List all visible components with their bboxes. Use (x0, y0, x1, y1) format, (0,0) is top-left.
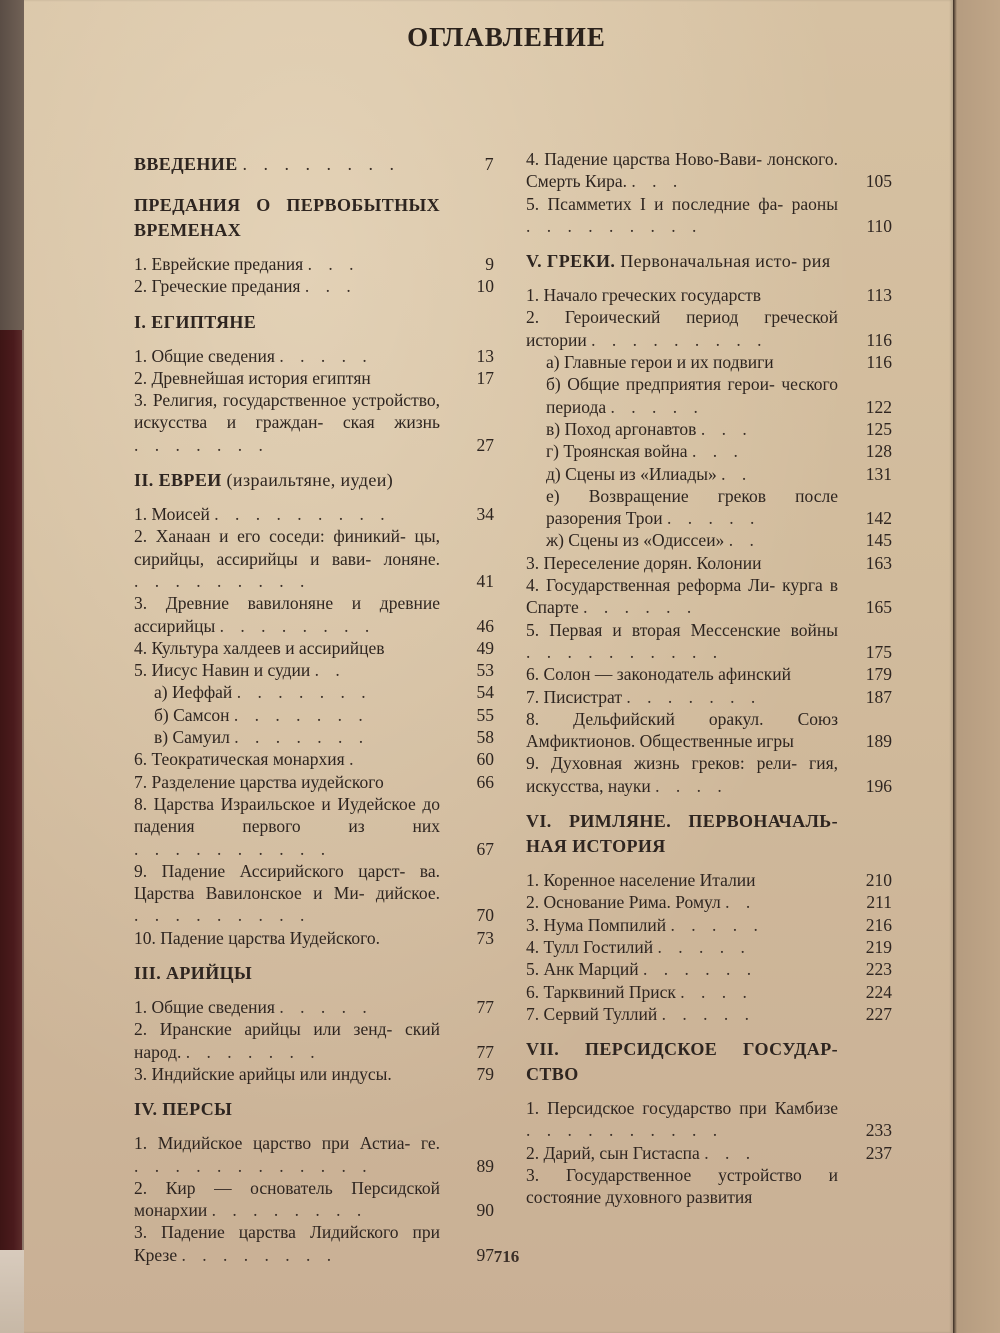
entry-title: б) Общие предприятия герои- ческого периода (546, 374, 838, 417)
toc-entry[interactable] (526, 306, 892, 351)
entry-text (134, 1132, 446, 1177)
heading-text (134, 310, 446, 335)
page-ref: 9 (485, 254, 494, 274)
entry-title: 1. Мидийское царство при Астиа- ге. (134, 1133, 440, 1154)
leader-dots: . . . . . . . . . . (134, 838, 332, 859)
toc-subentry[interactable] (526, 373, 892, 418)
page-ref: 196 (865, 775, 892, 796)
page-ref: 90 (476, 1200, 494, 1221)
leader-dots: . . . (691, 441, 744, 462)
entry-text (134, 253, 446, 275)
page-ref: 187 (865, 686, 892, 707)
leader-dots: . . . . . . . (234, 727, 370, 748)
toc-entry[interactable] (134, 592, 494, 637)
entry-text (134, 345, 446, 367)
heading-text (526, 809, 844, 859)
entry-title: 7. Сервий Туллий (526, 1003, 658, 1024)
entry-title: 1. Общие сведения (134, 997, 275, 1018)
leader-dots: . . (728, 530, 760, 551)
heading-text (134, 468, 446, 493)
toc-entry[interactable] (526, 1097, 892, 1142)
page-ref: 41 (476, 570, 494, 591)
page-ref: 131 (865, 463, 892, 484)
entry-title: 3. Религия, государственное устройство, искусства и граждан- ская жизнь (134, 390, 440, 433)
entry-text (134, 681, 446, 703)
page-ref: 116 (866, 329, 892, 350)
entry-title: 7. Писистрат (526, 686, 622, 707)
toc-entry[interactable] (526, 686, 892, 708)
toc-entry[interactable] (526, 1142, 892, 1164)
toc-entry[interactable] (526, 708, 892, 753)
page-ref: 237 (865, 1142, 892, 1163)
leader-dots: . . . (631, 171, 684, 192)
page-ref: 122 (865, 396, 892, 417)
heading-text (134, 1097, 446, 1122)
entry-title: 2. Греческие предания (134, 276, 301, 297)
entry-title: 4. Падение царства Ново-Вави- лонского. Смерть Кира. (526, 149, 838, 192)
page-ref: 216 (865, 914, 892, 935)
entry-title: а) Главные герои и их подвиги (546, 352, 774, 373)
toc-right-column (526, 148, 892, 1209)
entry-title: 1. Общие сведения (134, 345, 275, 366)
entry-text (134, 525, 446, 592)
toc-subentry[interactable] (134, 704, 494, 726)
leader-dots: . . . . . . (583, 597, 698, 618)
toc-entry[interactable] (134, 253, 494, 275)
leader-dots: . . . . . . . . (219, 615, 376, 636)
entry-text (526, 284, 844, 306)
leader-dots: . . (314, 660, 346, 681)
toc-subentry[interactable] (526, 440, 892, 462)
toc-subentry[interactable] (526, 351, 892, 373)
entry-text (526, 418, 844, 440)
toc-entry[interactable] (526, 914, 892, 936)
toc-entry[interactable] (134, 1063, 494, 1085)
page-ref: 128 (865, 441, 892, 462)
heading-title: ПРЕДАНИЯ О ПЕРВОБЫТНЫХ ВРЕМЕНАХ (134, 195, 440, 240)
page-ref: 53 (476, 660, 494, 681)
entry-text (526, 708, 844, 753)
toc-entry[interactable] (134, 275, 494, 297)
entry-title: 9. Падение Ассирийского царст- ва. Царства Вавилонское и Ми- дийское. (134, 860, 440, 904)
entry-title: 2. Иранские арийцы или зенд- ский народ. (134, 1019, 440, 1062)
entry-text (134, 927, 446, 949)
leader-dots: . . . . . . . . . (134, 905, 311, 926)
heading-subtitle: (израильтяне, иудеи) (221, 470, 394, 491)
entry-title: в) Самуил (154, 727, 230, 748)
entry-title: 2. Героический период греческой истории (526, 307, 838, 350)
entry-text (526, 1164, 844, 1209)
page-ref: 211 (866, 892, 892, 913)
entry-title: 3. Нума Помпилий (526, 914, 667, 935)
heading-text (526, 249, 844, 274)
toc-entry[interactable] (526, 891, 892, 913)
leader-dots: . . . . (655, 775, 728, 796)
heading-title: I. ЕГИПТЯНЕ (134, 311, 257, 332)
page-ref: 60 (476, 749, 494, 770)
toc-entry[interactable] (526, 1164, 892, 1209)
page-ref: 142 (865, 508, 892, 529)
leader-dots: . . . . . . . (233, 704, 369, 725)
toc-entry[interactable] (134, 1177, 494, 1222)
page-ref: 46 (476, 615, 494, 636)
page-ref: 179 (865, 664, 892, 685)
entry-title: 6. Теократическая монархия (134, 749, 345, 770)
entry-title: 2. Древнейшая история египтян (134, 367, 371, 388)
entry-text (134, 996, 446, 1018)
entry-title: ж) Сцены из «Одиссеи» (546, 530, 725, 551)
toc-entry[interactable] (526, 663, 892, 685)
leader-dots: . . (721, 463, 753, 484)
toc-entry[interactable] (134, 389, 494, 456)
page-ref: 219 (865, 936, 892, 957)
entry-text (526, 552, 844, 574)
entry-title: 2. Основание Рима. Ромул (526, 892, 721, 913)
heading-title: IV. ПЕРСЫ (134, 1099, 233, 1120)
entry-title: 4. Государственная реформа Ли- курга в Спарте (526, 575, 838, 618)
page-ref: 49 (476, 637, 494, 658)
entry-text (526, 373, 844, 418)
toc-entry[interactable] (134, 996, 494, 1018)
page-ref: 34 (476, 504, 494, 525)
entry-title: д) Сцены из «Илиады» (546, 463, 717, 484)
entry-text (526, 529, 844, 551)
entry-title: 1. Коренное население Италии (526, 870, 756, 891)
spacer (526, 797, 892, 803)
toc-entry[interactable] (134, 1018, 494, 1063)
page-ref: 145 (865, 530, 892, 551)
entry-text (134, 1018, 446, 1063)
entry-title: 5. Иисус Навин и судии (134, 660, 311, 681)
entry-title: 3. Падение царства Лидийского при Крезе (134, 1222, 440, 1265)
toc-entry[interactable] (526, 1003, 892, 1025)
page-ref: 175 (865, 641, 892, 662)
leader-dots: . . . (704, 1142, 757, 1163)
leader-dots: . . . . (680, 981, 753, 1002)
entry-title: 1. Моисей (134, 504, 210, 525)
page-ref: 70 (476, 905, 494, 926)
page-ref: 55 (476, 704, 494, 725)
toc-section-heading[interactable] (526, 249, 892, 274)
heading-title: II. ЕВРЕИ (134, 470, 222, 491)
spacer (134, 298, 494, 304)
page-ref: 7 (484, 154, 494, 174)
facing-page (953, 0, 1000, 1333)
entry-title: а) Иеффай (154, 682, 233, 703)
toc-entry[interactable] (526, 552, 892, 574)
entry-text (526, 193, 844, 238)
entry-text (526, 148, 844, 193)
heading-subtitle: Первоначальная исто- рия (615, 251, 831, 272)
entry-text (134, 1177, 446, 1222)
entry-title: 4. Тулл Гостилий (526, 936, 654, 957)
entry-text (134, 592, 446, 637)
toc-entry[interactable] (134, 1132, 494, 1177)
leader-dots: . . . . . . . . . . . . (134, 1155, 373, 1176)
toc-subentry[interactable] (526, 485, 892, 530)
entry-title: 5. Анк Марций (526, 959, 639, 980)
toc-entry[interactable] (526, 619, 892, 664)
toc-entry[interactable] (134, 860, 494, 927)
toc-entry[interactable] (134, 637, 494, 659)
heading-title: III. АРИЙЦЫ (134, 963, 253, 984)
toc-entry[interactable] (526, 752, 892, 797)
entry-text (134, 659, 446, 681)
page-ref: 233 (865, 1120, 892, 1141)
heading-title: VI. РИМЛЯНЕ. ПЕРВОНАЧАЛЬ- НАЯ ИСТОРИЯ (526, 811, 838, 857)
toc-section-heading[interactable] (134, 152, 494, 177)
entry-title: 3. Древние вавилоняне и древние ассирийцы (134, 593, 440, 636)
toc-section-heading[interactable] (526, 809, 892, 859)
page-ref: 113 (866, 285, 892, 306)
toc-entry[interactable] (134, 503, 494, 525)
toc-entry[interactable] (134, 927, 494, 949)
entry-text (134, 748, 446, 770)
toc-subentry[interactable] (526, 529, 892, 551)
entry-text (526, 485, 844, 530)
entry-title: 8. Дельфийский оракул. Союз Амфиктионов. Общественные игры (526, 708, 838, 752)
entry-title: 1. Еврейские предания (134, 254, 304, 274)
leader-dots: . . . . . . . (185, 1041, 321, 1062)
leader-dots: . . . . . (661, 1003, 756, 1024)
entry-text (526, 440, 844, 462)
entry-title: 2. Дарий, сын Гистаспа (526, 1142, 700, 1163)
leader-dots: . . . . . (610, 396, 704, 417)
leader-dots: . . . . . . . . . (134, 570, 311, 591)
toc-section-heading[interactable] (134, 468, 494, 493)
toc-section-heading[interactable] (526, 1037, 892, 1087)
page-ref: 116 (866, 352, 892, 373)
page-ref: 13 (476, 345, 494, 366)
page-ref: 97 (476, 1244, 494, 1265)
page-ref: 77 (476, 997, 494, 1018)
toc-left-column (134, 152, 494, 1266)
entry-title: 8. Царства Израильское и Иудейское до падения первого из них (134, 793, 440, 837)
toc-entry[interactable] (526, 936, 892, 958)
entry-title: 9. Духовная жизнь греков: рели- гия, искусства, науки (526, 753, 838, 796)
entry-text (526, 1003, 844, 1025)
toc-entry[interactable] (134, 345, 494, 367)
entry-text (526, 936, 844, 958)
toc-entry[interactable] (526, 981, 892, 1003)
entry-text (134, 860, 446, 927)
spacer (526, 237, 892, 243)
page-ref: 110 (866, 215, 892, 236)
entry-title: 2. Ханаан и его соседи: финикий- цы, сирийцы, ассирийцы и вави- лоняне. (134, 526, 440, 569)
toc-entry[interactable] (526, 958, 892, 980)
entry-title: 3. Государственное устройство и состояние духовного развития (526, 1164, 838, 1208)
spacer (134, 181, 494, 187)
entry-text (526, 752, 844, 797)
page-ref: 125 (865, 418, 892, 439)
entry-text (526, 619, 844, 664)
entry-title: 2. Кир — основатель Персидской монархии (134, 1177, 440, 1221)
leader-dots: . . . . . (670, 914, 764, 935)
toc-entry[interactable] (134, 659, 494, 681)
entry-text (526, 306, 844, 351)
page-title: ОГЛАВЛЕНИЕ (407, 22, 606, 52)
leader-dots: . . (725, 892, 757, 913)
page-ref: 54 (476, 682, 494, 703)
page-number: 716 (493, 1247, 520, 1266)
entry-title: г) Троянская война (546, 441, 688, 462)
entry-text (134, 637, 446, 659)
leader-dots: . . . . . (667, 508, 761, 529)
entry-title: 5. Первая и вторая Мессенские войны (526, 619, 838, 640)
toc-entry[interactable] (134, 793, 494, 860)
leader-dots: . . . . . . . . . (526, 215, 703, 236)
entry-title: 4. Культура халдеев и ассирийцев (134, 637, 385, 658)
leader-dots: . . . . . . . (626, 686, 762, 707)
book-spine (0, 330, 22, 1250)
page-ref: 10 (476, 276, 494, 297)
entry-text (526, 981, 844, 1003)
toc-section-heading[interactable] (134, 961, 494, 986)
page-ref: 165 (865, 597, 892, 618)
entry-title: 7. Разделение царства иудейского (134, 771, 384, 792)
entry-title: в) Поход аргонавтов (546, 418, 697, 439)
entry-text (526, 891, 844, 913)
entry-title: 1. Начало греческих государств (526, 285, 762, 306)
leader-dots: . . . . . . . . . . (526, 641, 724, 662)
entry-text (526, 663, 844, 685)
leader-dots: . . . . . . . . (181, 1244, 338, 1265)
toc-entry[interactable] (526, 869, 892, 891)
heading-title: ВВЕДЕНИЕ (134, 154, 238, 174)
entry-text (526, 958, 844, 980)
toc-subentry[interactable] (526, 418, 892, 440)
entry-title: 3. Индийские арийцы или индусы. (134, 1063, 392, 1084)
entry-title: 1. Персидское государство при Камбизе (526, 1098, 838, 1119)
leader-dots: . . . (700, 418, 753, 439)
entry-title: б) Самсон (154, 704, 230, 725)
toc-section-heading[interactable] (134, 193, 494, 243)
entry-text (134, 503, 446, 525)
page-ref: 67 (476, 838, 494, 859)
entry-text (134, 793, 446, 860)
heading-text (134, 961, 446, 986)
page-ref: 27 (476, 434, 494, 455)
toc-section-heading[interactable] (134, 1097, 494, 1122)
page-ref: 163 (865, 552, 892, 573)
entry-text (526, 869, 844, 891)
toc-subentry[interactable] (134, 726, 494, 748)
page-ref: 77 (476, 1041, 494, 1062)
page-ref: 224 (865, 981, 892, 1002)
heading-text (526, 1037, 844, 1087)
entry-title: 3. Переселение дорян. Колонии (526, 552, 762, 573)
heading-text (134, 193, 446, 243)
heading-text (134, 152, 446, 177)
entry-title: е) Возвращение греков после разорения Трои (546, 485, 838, 529)
heading-title: V. ГРЕКИ. (526, 251, 616, 272)
toc-entry[interactable] (526, 148, 892, 193)
spacer (134, 949, 494, 955)
leader-dots: . . . . . (279, 345, 373, 366)
leader-dots: . (349, 749, 360, 770)
toc-entry[interactable] (134, 771, 494, 793)
leader-dots: . . . (307, 254, 360, 274)
entry-text (526, 351, 844, 373)
entry-text (526, 1097, 844, 1142)
leader-dots: . . . . . . . . . (214, 504, 391, 525)
entry-text (134, 704, 446, 726)
toc-section-heading[interactable] (134, 310, 494, 335)
page-ref: 79 (476, 1063, 494, 1084)
entry-text (526, 914, 844, 936)
leader-dots: . . . (304, 276, 357, 297)
book-page (24, 0, 953, 1333)
entry-title: 10. Падение царства Иудейского. (134, 927, 380, 948)
spacer (134, 1085, 494, 1091)
entry-title: 6. Солон — законодатель афинский (526, 664, 792, 685)
page-ref: 189 (865, 731, 892, 752)
page-ref: 89 (476, 1155, 494, 1176)
leader-dots: . . . . . . . . . (591, 329, 768, 350)
page-ref: 105 (865, 171, 892, 192)
toc-entry[interactable] (526, 574, 892, 619)
leader-dots: . . . . . . . (134, 434, 269, 455)
entry-text (526, 574, 844, 619)
entry-text (526, 686, 844, 708)
page-ref: 210 (865, 870, 892, 891)
entry-text (526, 463, 844, 485)
spacer (526, 1025, 892, 1031)
toc-subentry[interactable] (526, 463, 892, 485)
leader-dots: . . . . . . . . . . (526, 1120, 724, 1141)
leader-dots: . . . . . . . . (211, 1200, 368, 1221)
entry-text (134, 771, 446, 793)
toc-subentry[interactable] (134, 681, 494, 703)
entry-text (134, 367, 446, 389)
leader-dots: . . . . . (657, 936, 751, 957)
entry-text (134, 389, 446, 456)
toc-entry[interactable] (526, 193, 892, 238)
entry-text (134, 275, 446, 297)
spacer (134, 456, 494, 462)
page-ref: 66 (476, 771, 494, 792)
leader-dots: . . . . . . . (236, 682, 372, 703)
page-ref: 73 (476, 927, 494, 948)
entry-title: 5. Псамметих I и последние фа- раоны (526, 193, 838, 214)
page-ref: 227 (865, 1003, 892, 1024)
toc-entry[interactable] (134, 748, 494, 770)
toc-entry[interactable] (134, 367, 494, 389)
entry-text (134, 1063, 446, 1085)
leader-dots: . . . . . . . . (242, 154, 401, 174)
leader-dots: . . . . . (279, 997, 373, 1018)
toc-entry[interactable] (526, 284, 892, 306)
leader-dots: . . . . . . (642, 959, 758, 980)
page-ref: 17 (476, 367, 494, 388)
entry-text (526, 1142, 844, 1164)
entry-title: 6. Тарквиний Приск (526, 981, 676, 1002)
page-ref: 223 (865, 959, 892, 980)
entry-text (134, 726, 446, 748)
page-ref: 58 (476, 727, 494, 748)
toc-entry[interactable] (134, 525, 494, 592)
heading-title: VII. ПЕРСИДСКОЕ ГОСУДАР- СТВО (526, 1039, 838, 1085)
